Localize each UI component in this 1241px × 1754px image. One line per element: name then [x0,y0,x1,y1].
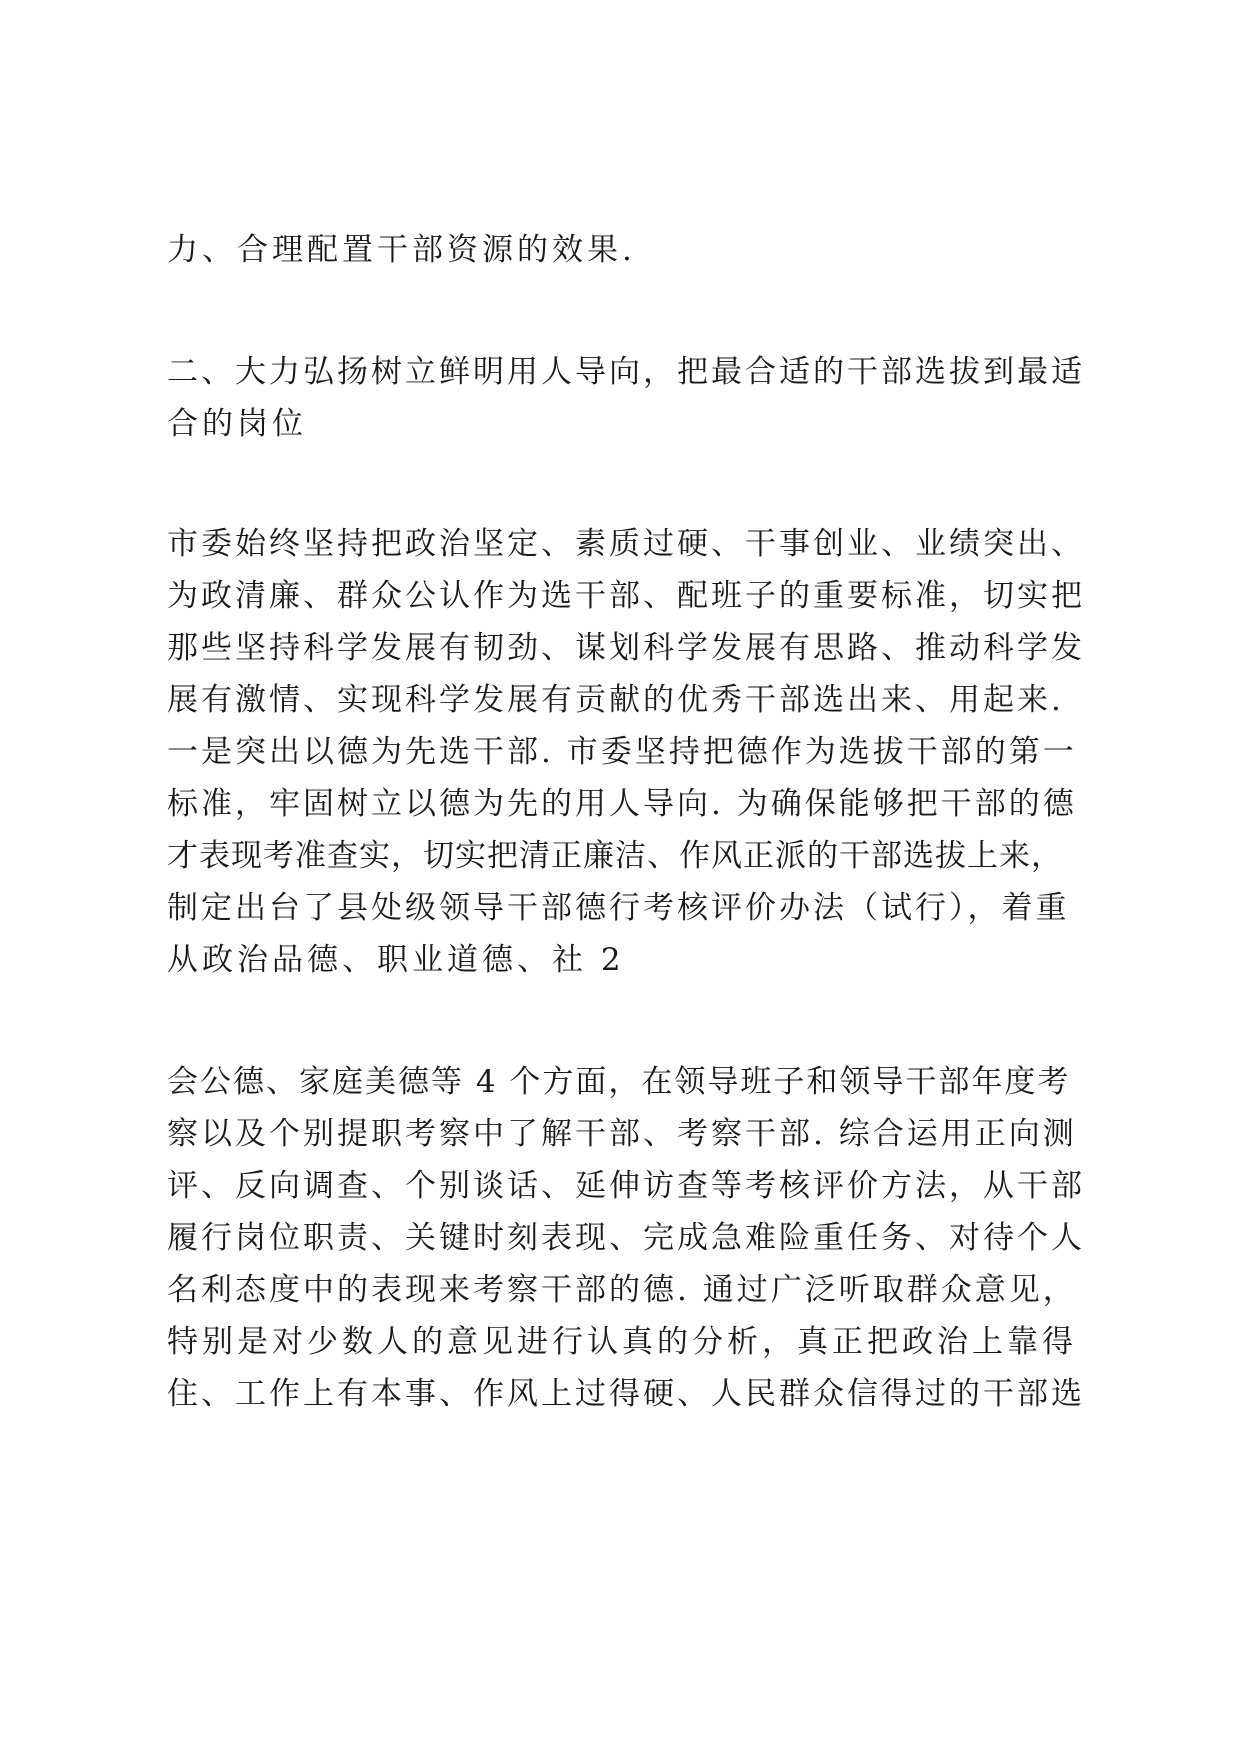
text-line: 标准，牢固树立以德为先的用人导向. 为确保能够把干部的德 [167,786,1077,822]
text-line: 才表现考准查实，切实把清正廉洁、作风正派的干部选拔上来， [167,838,1063,874]
text-line: 从政治品德、职业道德、社 2 [167,942,625,978]
text-line: 特别是对少数人的意见进行认真的分析，真正把政治上靠得 [167,1324,1077,1360]
text-line: 那些坚持科学发展有韧劲、谋划科学发展有思路、推动科学发 [167,630,1085,666]
text-line: 名利态度中的表现来考察干部的德. 通过广泛听取群众意见， [167,1272,1077,1308]
text-line: 住、工作上有本事、作风上过得硬、人民群众信得过的干部选 [167,1376,1085,1412]
text-line: 展有激情、实现科学发展有贡献的优秀干部选出来、用起来. [167,682,1064,718]
text-line: 一是突出以德为先选干部. 市委坚持把德作为选拔干部的第一 [167,734,1077,770]
text-line: 力、合理配置干部资源的效果. [167,232,636,268]
section-heading-line: 合的岗位 [167,406,307,442]
text-line: 制定出台了县处级领导干部德行考核评价办法（试行），着重 [167,890,1070,926]
text-line: 察以及个别提职考察中了解干部、考察干部. 综合运用正向测 [167,1116,1077,1152]
text-line: 市委始终坚持把政治坚定、素质过硬、干事创业、业绩突出、 [167,526,1085,562]
text-line: 评、反向调查、个别谈话、延伸访查等考核评价方法，从干部 [167,1168,1085,1204]
text-line: 会公德、家庭美德等 4 个方面，在领导班子和领导干部年度考 [167,1064,1071,1100]
text-line: 履行岗位职责、关键时刻表现、完成急难险重任务、对待个人 [167,1220,1085,1256]
section-heading-line: 二、大力弘扬树立鲜明用人导向，把最合适的干部选拔到最适 [167,354,1085,390]
text-line: 为政清廉、群众公认作为选干部、配班子的重要标准，切实把 [167,578,1085,614]
